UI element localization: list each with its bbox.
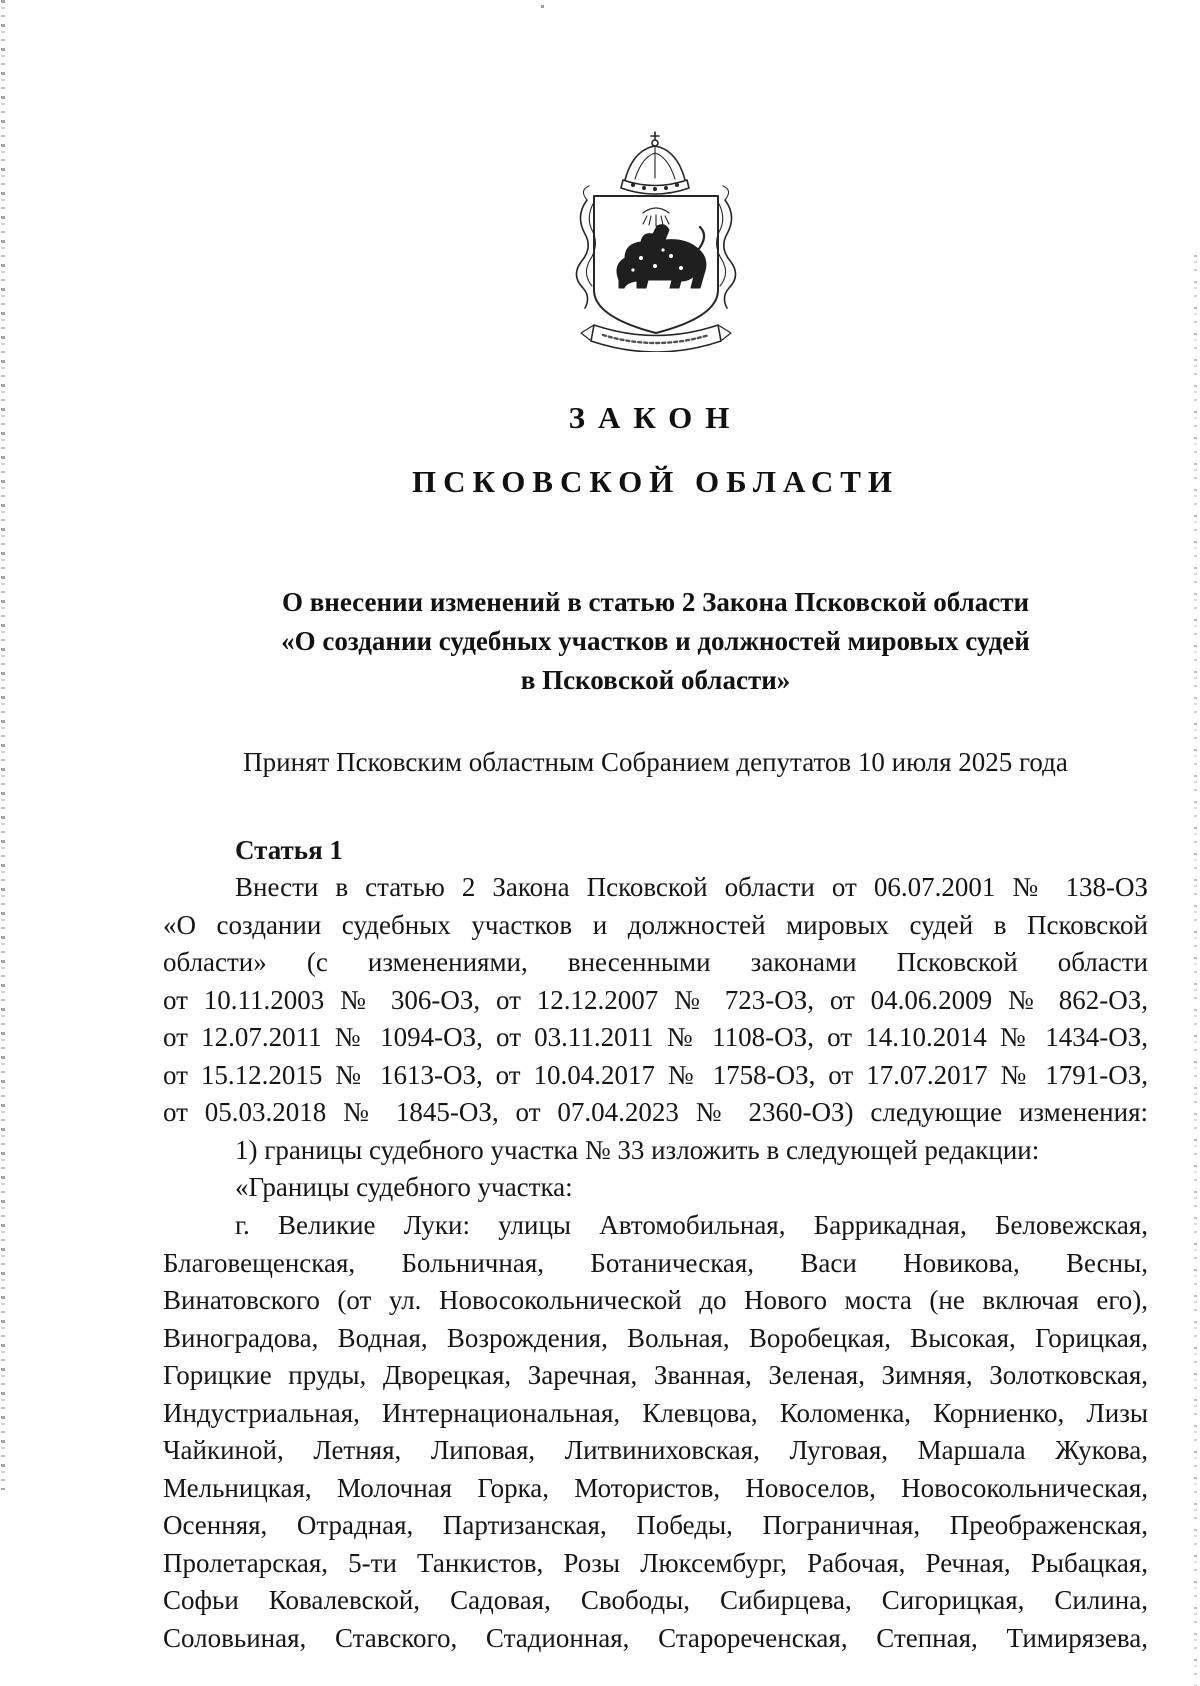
text-line: Мельницкая, Молочная Горка, Мотористов, Новоселов, Новосокольническая,	[163, 1472, 1148, 1503]
text-line: Пролетарская, 5-ти Танкистов, Розы Люксембург, Рабочая, Речная, Рыбацкая,	[163, 1547, 1148, 1578]
text-line: г. Великие Луки: улицы Автомобильная, Баррикадная, Беловежская,	[235, 1210, 1148, 1240]
text-line: Индустриальная, Интернациональная, Клевцова, Коломенка, Корниенко, Лизы	[163, 1397, 1148, 1428]
adoption-line: Принят Псковским областным Собранием депутатов 10 июля 2025 года	[243, 747, 1068, 777]
text-line: О внесении изменений в статью 2 Закона Псковской области	[281, 587, 1030, 617]
text-line: Софьи Ковалевской, Садовая, Свободы, Сибирцева, Сигорицкая, Силина,	[163, 1585, 1148, 1615]
article-1-paragraph-1	[163, 869, 1148, 1132]
emblem-container	[163, 130, 1148, 357]
text-line: Горицкие пруды, Дворецкая, Заречная, Званная, Зеленая, Зимняя, Золотковская,	[163, 1360, 1148, 1390]
pskov-oblast-coat-of-arms-icon	[563, 130, 749, 352]
document-subtitle	[163, 583, 1148, 700]
text-line: Внести в статью 2 Закона Псковской области от 06.07.2001 № 138-ОЗ	[235, 872, 1148, 902]
street-list-paragraph	[163, 1207, 1148, 1657]
text-line: от 15.12.2015 № 1613-ОЗ, от 10.04.2017 № 1758-ОЗ, от 17.07.2017 № 1791-ОЗ,	[163, 1059, 1148, 1090]
document-title-region: ПСКОВСКОЙ ОБЛАСТИ	[411, 464, 900, 499]
text-line: области» (с изменениями, внесенными законами Псковской области	[163, 947, 1148, 977]
text-line: от 10.11.2003 № 306-ОЗ, от 12.12.2007 № 723-ОЗ, от 04.06.2009 № 862-ОЗ,	[163, 984, 1148, 1015]
text-line: Винатовского (от ул. Новосокольнической до Нового моста (не включая его),	[163, 1285, 1148, 1315]
article-1-item-1: 1) границы судебного участка № 33 изложить в следующей редакции:	[235, 1135, 1040, 1165]
text-line: «О создании судебных участков и должностей мировых судей	[281, 626, 1030, 656]
text-line: Осенняя, Отрадная, Партизанская, Победы, Пограничная, Преображенская,	[163, 1510, 1148, 1540]
document-title-law: ЗАКОН	[568, 400, 743, 435]
text-line: от 12.07.2011 № 1094-ОЗ, от 03.11.2011 № 1108-ОЗ, от 14.10.2014 № 1434-ОЗ,	[163, 1022, 1148, 1052]
text-line: Благовещенская, Больничная, Ботаническая, Васи Новикова, Весны,	[163, 1247, 1148, 1278]
text-line: Чайкиной, Летняя, Липовая, Литвиниховская, Луговая, Маршала Жукова,	[163, 1435, 1148, 1465]
text-line: в Псковской области»	[520, 665, 791, 695]
quoted-boundaries-opening-line: «Границы судебного участка:	[235, 1172, 573, 1202]
text-line: Виноградова, Водная, Возрождения, Вольная, Воробецкая, Высокая, Горицкая,	[163, 1322, 1148, 1353]
text-line: «О создании судебных участков и должностей мировых судей в Псковской	[163, 909, 1148, 940]
scan-dot-artifact	[541, 5, 544, 8]
text-line: от 05.03.2018 № 1845-ОЗ, от 07.04.2023 № 2360-ОЗ) следующие изменения:	[163, 1097, 1148, 1127]
text-line: Соловьиная, Ставского, Стадионная, Старореченская, Степная, Тимирязева,	[163, 1622, 1148, 1653]
scan-noise-right-edge	[1194, 255, 1197, 1686]
article-1-heading: Статья 1	[235, 835, 343, 865]
scan-noise-left-edge	[1, 0, 5, 1490]
